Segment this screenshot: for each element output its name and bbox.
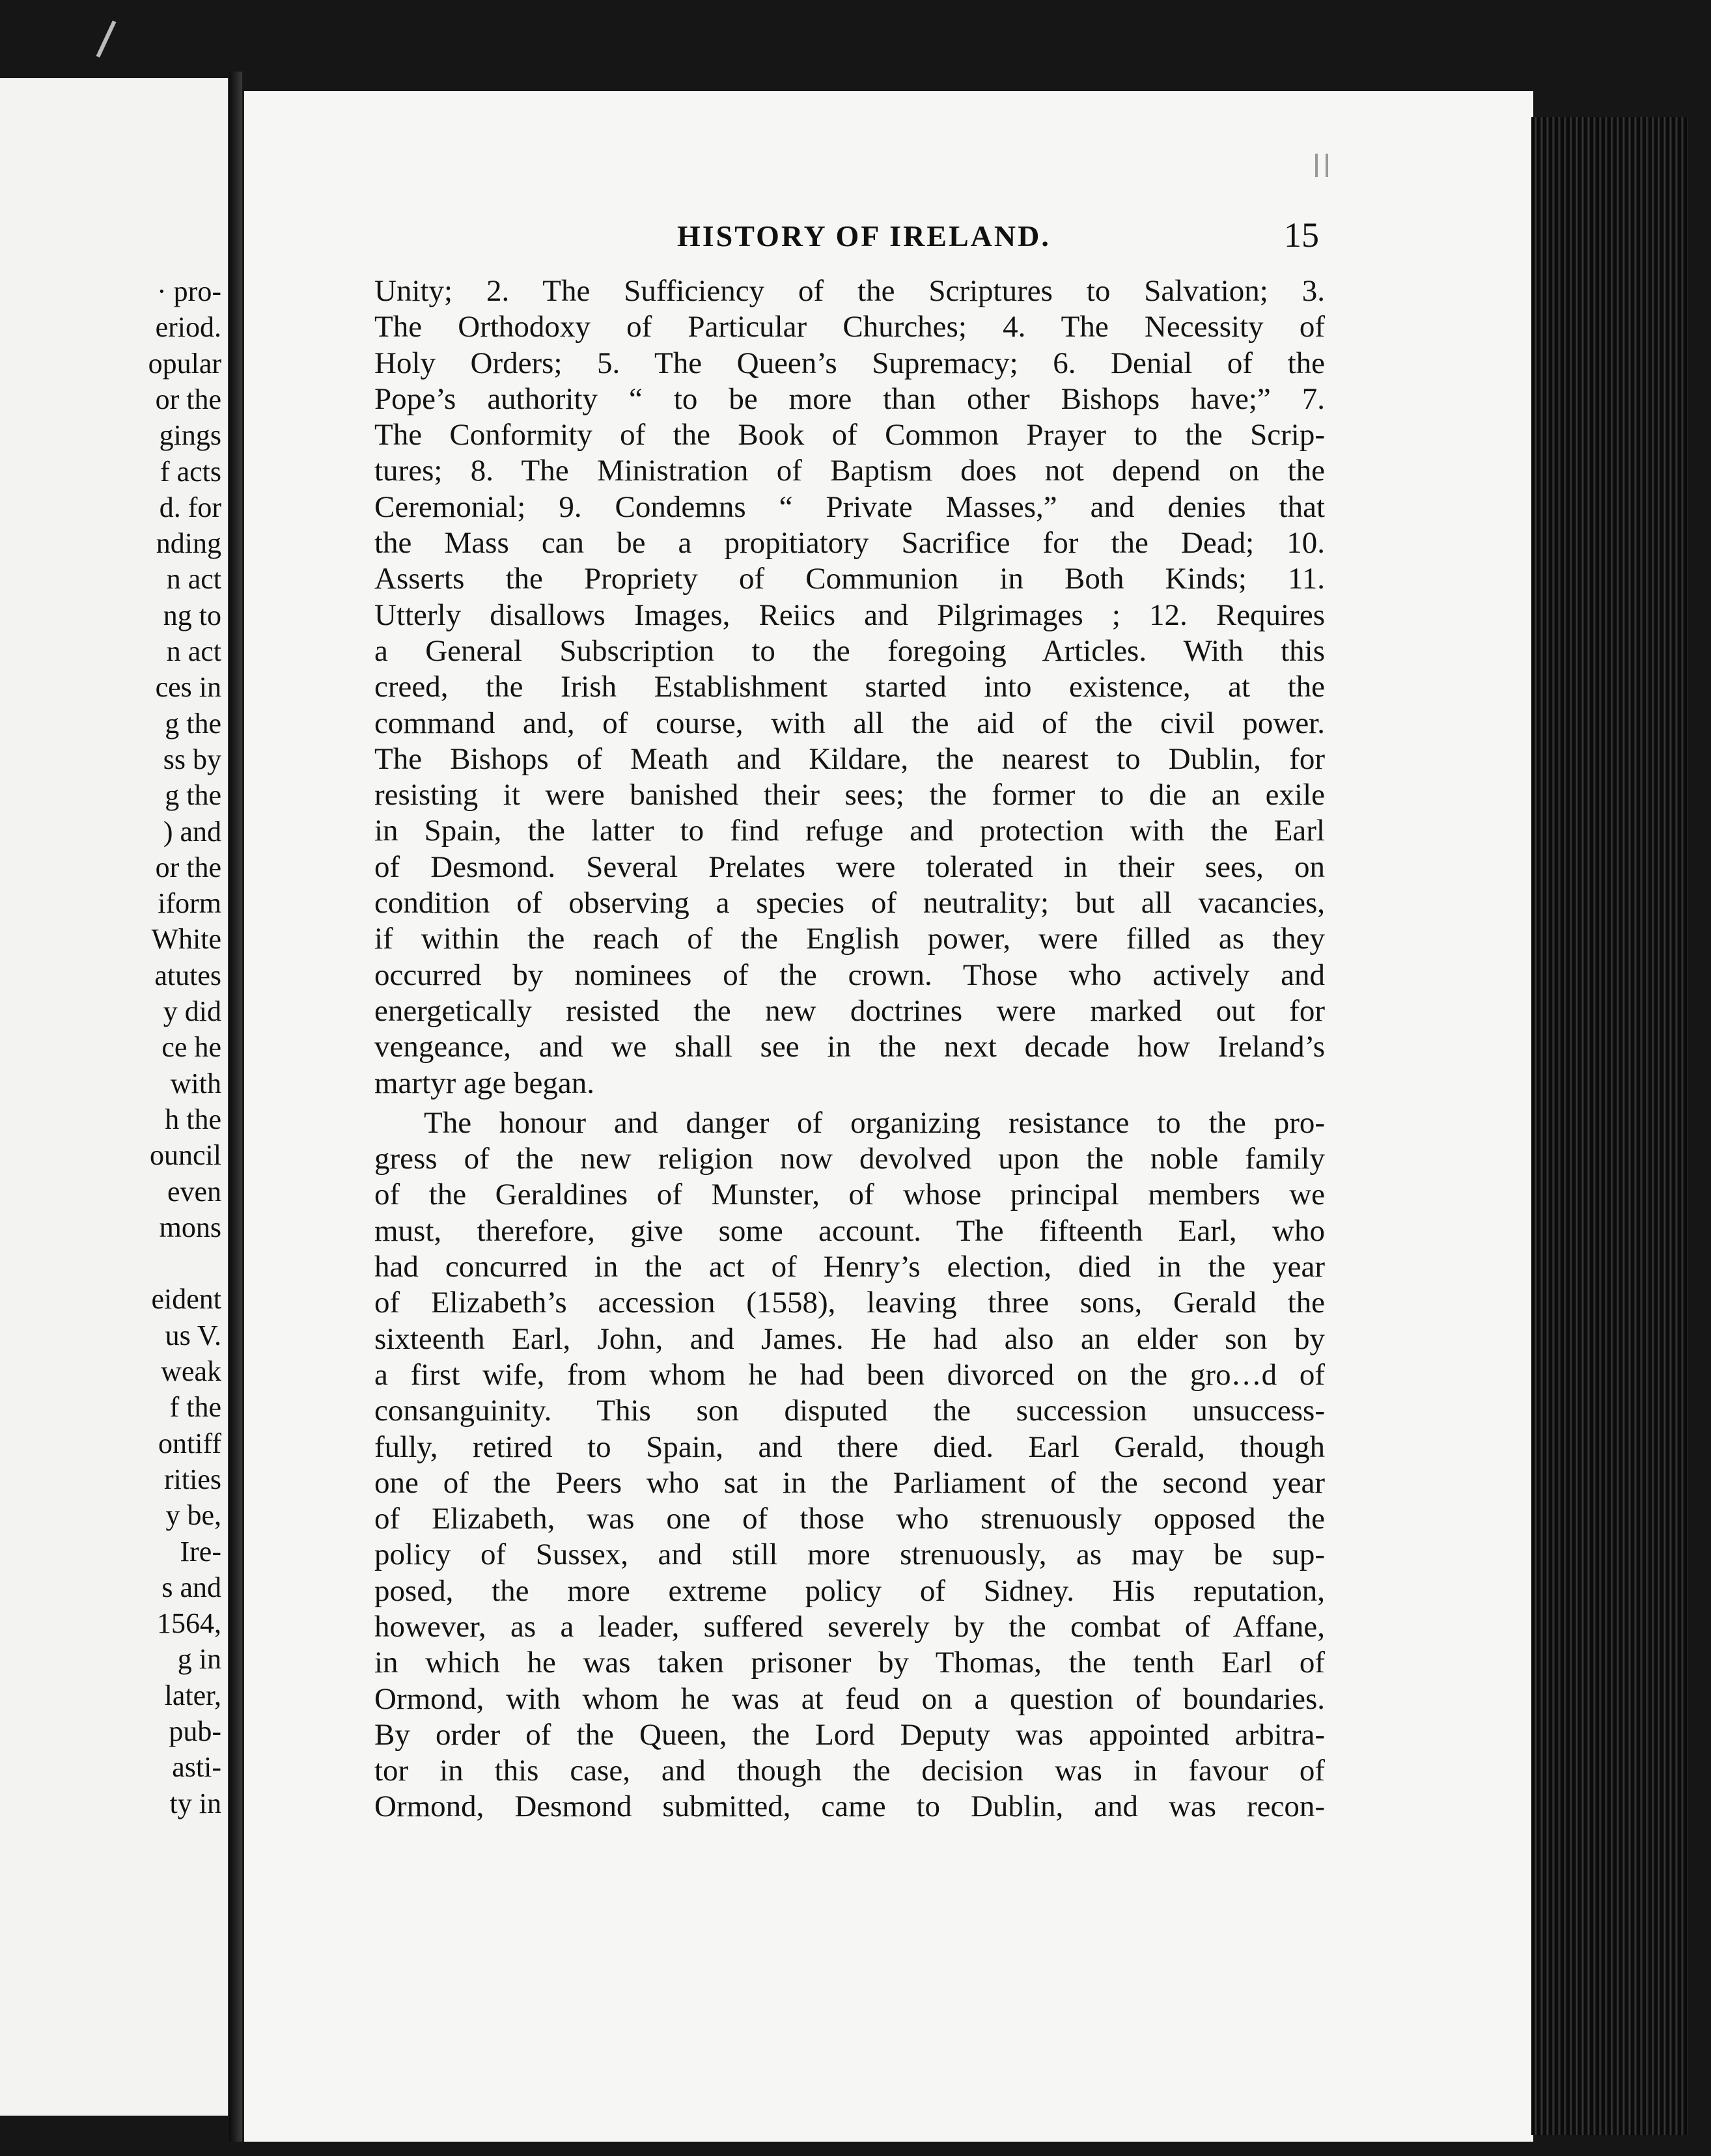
scan-artifact: [1315, 154, 1318, 177]
text-line: Asserts the Propriety of Communion in Both Kinds; 11.: [374, 562, 1325, 596]
facing-page-line: later,: [164, 1679, 221, 1711]
page-number: 15: [1284, 215, 1319, 255]
text-line: had concurred in the act of Henry’s election, died in the year: [374, 1250, 1325, 1284]
facing-page-line: h the: [165, 1103, 221, 1135]
facing-page-line: d. for: [159, 491, 221, 523]
text-line: The Orthodoxy of Particular Churches; 4. The Necessity of: [374, 310, 1325, 344]
facing-page-line: weak: [161, 1355, 221, 1387]
running-head: HISTORY OF IRELAND.: [677, 219, 1051, 253]
text-line: condition of observing a species of neutrality; but all vacancies,: [374, 886, 1325, 920]
text-line: the Mass can be a propitiatory Sacrifice for the Dead; 10.: [374, 526, 1325, 560]
text-line: in which he was taken prisoner by Thomas, the tenth Earl of: [374, 1646, 1325, 1680]
facing-page-line: iform: [158, 887, 221, 920]
page-edges: [1531, 117, 1688, 2135]
text-line: of Elizabeth’s accession (1558), leaving three sons, Gerald the: [374, 1286, 1325, 1320]
text-line: creed, the Irish Establishment started into existence, at the: [374, 670, 1325, 704]
facing-page-line: g in: [177, 1643, 221, 1676]
facing-page-line: y did: [163, 995, 221, 1027]
text-line: energetically resisted the new doctrines were marked out for: [374, 993, 1325, 1028]
text-line: command and, of course, with all the aid of the civil power.: [374, 706, 1325, 740]
text-line: The honour and danger of organizing resistance to the pro-: [424, 1105, 1325, 1140]
text-line: however, as a leader, suffered severely by the combat of Affane,: [374, 1609, 1325, 1644]
text-line: Pope’s authority “ to be more than other Bishops have;” 7.: [374, 381, 1325, 416]
facing-page-line: ontiff: [158, 1427, 221, 1459]
scan-artifact: [96, 21, 117, 58]
text-line: tures; 8. The Ministration of Baptism does not depend on the: [374, 454, 1325, 488]
text-line: martyr age began.: [374, 1066, 594, 1100]
facing-page-line: ty in: [169, 1787, 221, 1819]
facing-page-line: f acts: [160, 455, 221, 488]
text-line: Holy Orders; 5. The Queen’s Supremacy; 6. Denial of the: [374, 346, 1325, 380]
text-line: of Desmond. Several Prelates were tolerated in their sees, on: [374, 850, 1325, 884]
facing-page-line: White: [151, 923, 221, 956]
body-text: [374, 273, 1325, 1825]
facing-page-line: ng to: [163, 599, 221, 631]
facing-page: [0, 78, 232, 2116]
facing-page-line: pub-: [169, 1715, 221, 1747]
text-line: Utterly disallows Images, Reiics and Pilgrimages ; 12. Requires: [374, 598, 1325, 632]
text-line: sixteenth Earl, John, and James. He had also an elder son by: [374, 1321, 1325, 1356]
facing-page-line: g the: [165, 779, 221, 812]
facing-page-line: opular: [148, 347, 221, 380]
text-line: in Spain, the latter to find refuge and protection with the Earl: [374, 814, 1325, 848]
facing-page-line: gings: [159, 419, 221, 452]
facing-page-line: even: [167, 1175, 221, 1208]
facing-page-line: eident: [151, 1283, 221, 1316]
facing-page-line: atutes: [154, 959, 221, 991]
facing-page-line: ouncil: [150, 1139, 221, 1172]
text-line: of Elizabeth, was one of those who strenuously opposed the: [374, 1502, 1325, 1536]
facing-page-line: n act: [166, 635, 221, 667]
facing-page-line: us V.: [165, 1319, 221, 1351]
facing-page-line: or the: [155, 383, 221, 415]
facing-page-line: y be,: [165, 1499, 221, 1532]
facing-page-line: asti-: [172, 1751, 221, 1784]
text-line: if within the reach of the English power, were filled as they: [374, 922, 1325, 956]
facing-page-line: or the: [155, 851, 221, 883]
text-line: consanguinity. This son disputed the succession unsuccess-: [374, 1394, 1325, 1428]
facing-page-line: mons: [159, 1211, 221, 1243]
facing-page-line: s and: [161, 1571, 221, 1603]
text-line: of the Geraldines of Munster, of whose principal members we: [374, 1178, 1325, 1212]
scan-artifact: [1326, 154, 1328, 177]
text-line: resisting it were banished their sees; the former to die an exile: [374, 778, 1325, 812]
facing-page-line: rities: [164, 1463, 221, 1495]
facing-page-line: eriod.: [155, 311, 221, 344]
facing-page-line: 1564,: [157, 1607, 221, 1640]
text-line: Unity; 2. The Sufficiency of the Scriptures to Salvation; 3.: [374, 274, 1325, 308]
facing-page-line: ) and: [163, 815, 221, 848]
text-line: gress of the new religion now devolved upon the noble family: [374, 1142, 1325, 1176]
text-line: a General Subscription to the foregoing Articles. With this: [374, 633, 1325, 668]
text-line: Ormond, with whom he was at feud on a question of boundaries.: [374, 1681, 1325, 1716]
facing-page-text: [0, 78, 221, 2116]
facing-page-line: nding: [156, 527, 221, 560]
text-line: occurred by nominees of the crown. Those who actively and: [374, 958, 1325, 992]
facing-page-line: ce he: [161, 1031, 221, 1064]
text-line: policy of Sussex, and still more strenuously, as may be sup-: [374, 1538, 1325, 1572]
book-gutter: [229, 72, 242, 2142]
facing-page-line: ces in: [155, 671, 221, 704]
text-line: Ormond, Desmond submitted, came to Dublin, and was recon-: [374, 1790, 1325, 1824]
facing-page-line: · pro-: [157, 275, 221, 307]
text-line: a first wife, from whom he had been divorced on the gro…d of: [374, 1357, 1325, 1392]
facing-page-line: f the: [169, 1391, 221, 1424]
text-line: fully, retired to Spain, and there died. Earl Gerald, though: [374, 1430, 1325, 1464]
text-line: Ceremonial; 9. Condemns “ Private Masses,” and denies that: [374, 490, 1325, 524]
text-line: By order of the Queen, the Lord Deputy was appointed arbitra-: [374, 1717, 1325, 1752]
text-line: tor in this case, and though the decision was in favour of: [374, 1754, 1325, 1788]
facing-page-line: n act: [166, 563, 221, 596]
text-line: vengeance, and we shall see in the next decade how Ireland’s: [374, 1030, 1325, 1064]
text-line: one of the Peers who sat in the Parliament of the second year: [374, 1465, 1325, 1500]
text-line: The Bishops of Meath and Kildare, the nearest to Dublin, for: [374, 741, 1325, 776]
facing-page-line: with: [170, 1067, 221, 1099]
text-line: must, therefore, give some account. The fifteenth Earl, who: [374, 1213, 1325, 1248]
facing-page-line: Ire-: [180, 1535, 221, 1568]
facing-page-line: g the: [165, 707, 221, 739]
facing-page-line: ss by: [163, 743, 221, 775]
text-line: posed, the more extreme policy of Sidney. His reputation,: [374, 1573, 1325, 1608]
text-line: The Conformity of the Book of Common Prayer to the Scrip-: [374, 418, 1325, 452]
